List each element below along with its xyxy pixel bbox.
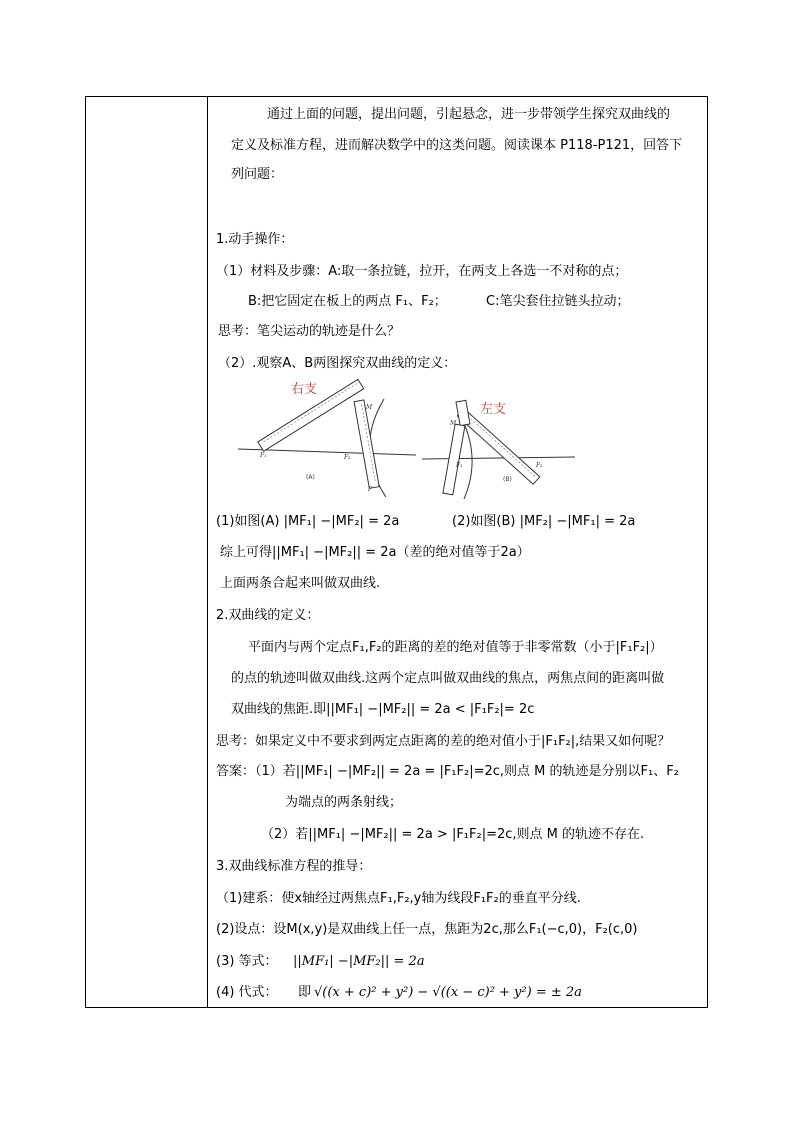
step-c-text: C:笔尖套住拉链头拉动； [486,294,630,309]
label-m-a: M [366,404,373,411]
observe-text: （2）.观察A、B两图探究双曲线的定义： [218,356,457,371]
definition-line-3: 双曲线的焦距.即||MF₁| −|MF₂|| = 2a < |F₁F₂|= 2c [231,702,535,717]
label-m-b: M [450,420,457,427]
intro-line-2: 定义及标准方程，进而解决数学中的这类问题。阅读课本 P118-P121，回答下 [231,138,683,153]
label-f2-a: F₂ [344,454,351,461]
figure-b-left-branch [420,387,580,502]
label-f2-b: F₂ [536,462,543,469]
lesson-table [85,96,708,1008]
step-3-equation: ||MF₁| −|MF₂|| = 2a [293,954,425,969]
answer-1: 答案：（1）若||MF₁| −|MF₂|| = 2a = |F₁F₂|=2c,则点 M 的轨迹是分别以F₁、F₂ [216,764,679,779]
section2-title: 2.双曲线的定义： [216,608,320,623]
step-3-label: (3) 等式： [216,954,278,969]
content-cell [208,97,707,1007]
step-2: (2)设点：设M(x,y)是双曲线上任一点，焦距为2c,那么F₁(−c,0)，F₂(c,0) [216,922,638,937]
left-branch-label: 左支 [480,402,507,417]
answer-1-cont: 为端点的两条射线； [285,795,403,810]
section3-title: 3.双曲线标准方程的推导： [216,859,372,874]
formula-fig-b: (2)如图(B) |MF₂| −|MF₁| = 2a [452,514,636,529]
think-text: 思考：笔尖运动的轨迹是什么？ [218,324,401,339]
section2-think: 思考：如果定义中不要求到两定点距离的差的绝对值小于|F₁F₂|,结果又如何呢？ [216,734,671,749]
formula-summary: 综上可得||MF₁| −|MF₂|| = 2a（差的绝对值等于2a） [220,545,530,560]
step-4-prefix: 即 [298,985,312,1000]
intro-line-3: 列问题： [231,167,284,182]
step-4-label: (4) 代式： [216,985,278,1000]
label-f-a: F [368,486,373,493]
answer-2: （2）若||MF₁| −|MF₂|| = 2a > |F₁F₂|=2c,则点 M 的轨迹不存在. [261,827,645,842]
step-1: （1)建系：使x轴经过两焦点F₁,F₂,y轴为线段F₁F₂的垂直平分线. [216,891,581,906]
caption-b: (B) [503,476,512,483]
label-f1-a: F₁ [260,452,267,459]
intro-line-1: 通过上面的问题，提出问题，引起悬念，进一步带领学生探究双曲线的 [267,107,671,122]
label-f1-b: F₁ [456,462,463,469]
combined-text: 上面两条合起来叫做双曲线. [220,576,381,591]
materials-text: （1）材料及步骤：A:取一条拉链，拉开，在两支上各选一不对称的点； [216,264,628,279]
formula-fig-a: (1)如图(A) |MF₁| −|MF₂| = 2a [216,514,400,529]
definition-line-2: 的点的轨迹叫做双曲线.这两个定点叫做双曲线的焦点，两焦点间的距离叫做 [231,671,665,686]
caption-a: (A) [306,474,315,481]
right-branch-label: 右支 [291,382,318,397]
figure-a-right-branch [236,379,421,499]
step-4-equation: √((x + c)² + y²) − √((x − c)² + y²) = ± 2a [314,985,582,1000]
section1-title: 1.动手操作： [216,232,294,247]
definition-line-1: 平面内与两个定点F₁,F₂的距离的差的绝对值等于非零常数（小于|F₁F₂|） [248,640,663,655]
step-b-text: B:把它固定在板上的两点 F₁、F₂； [248,294,447,309]
